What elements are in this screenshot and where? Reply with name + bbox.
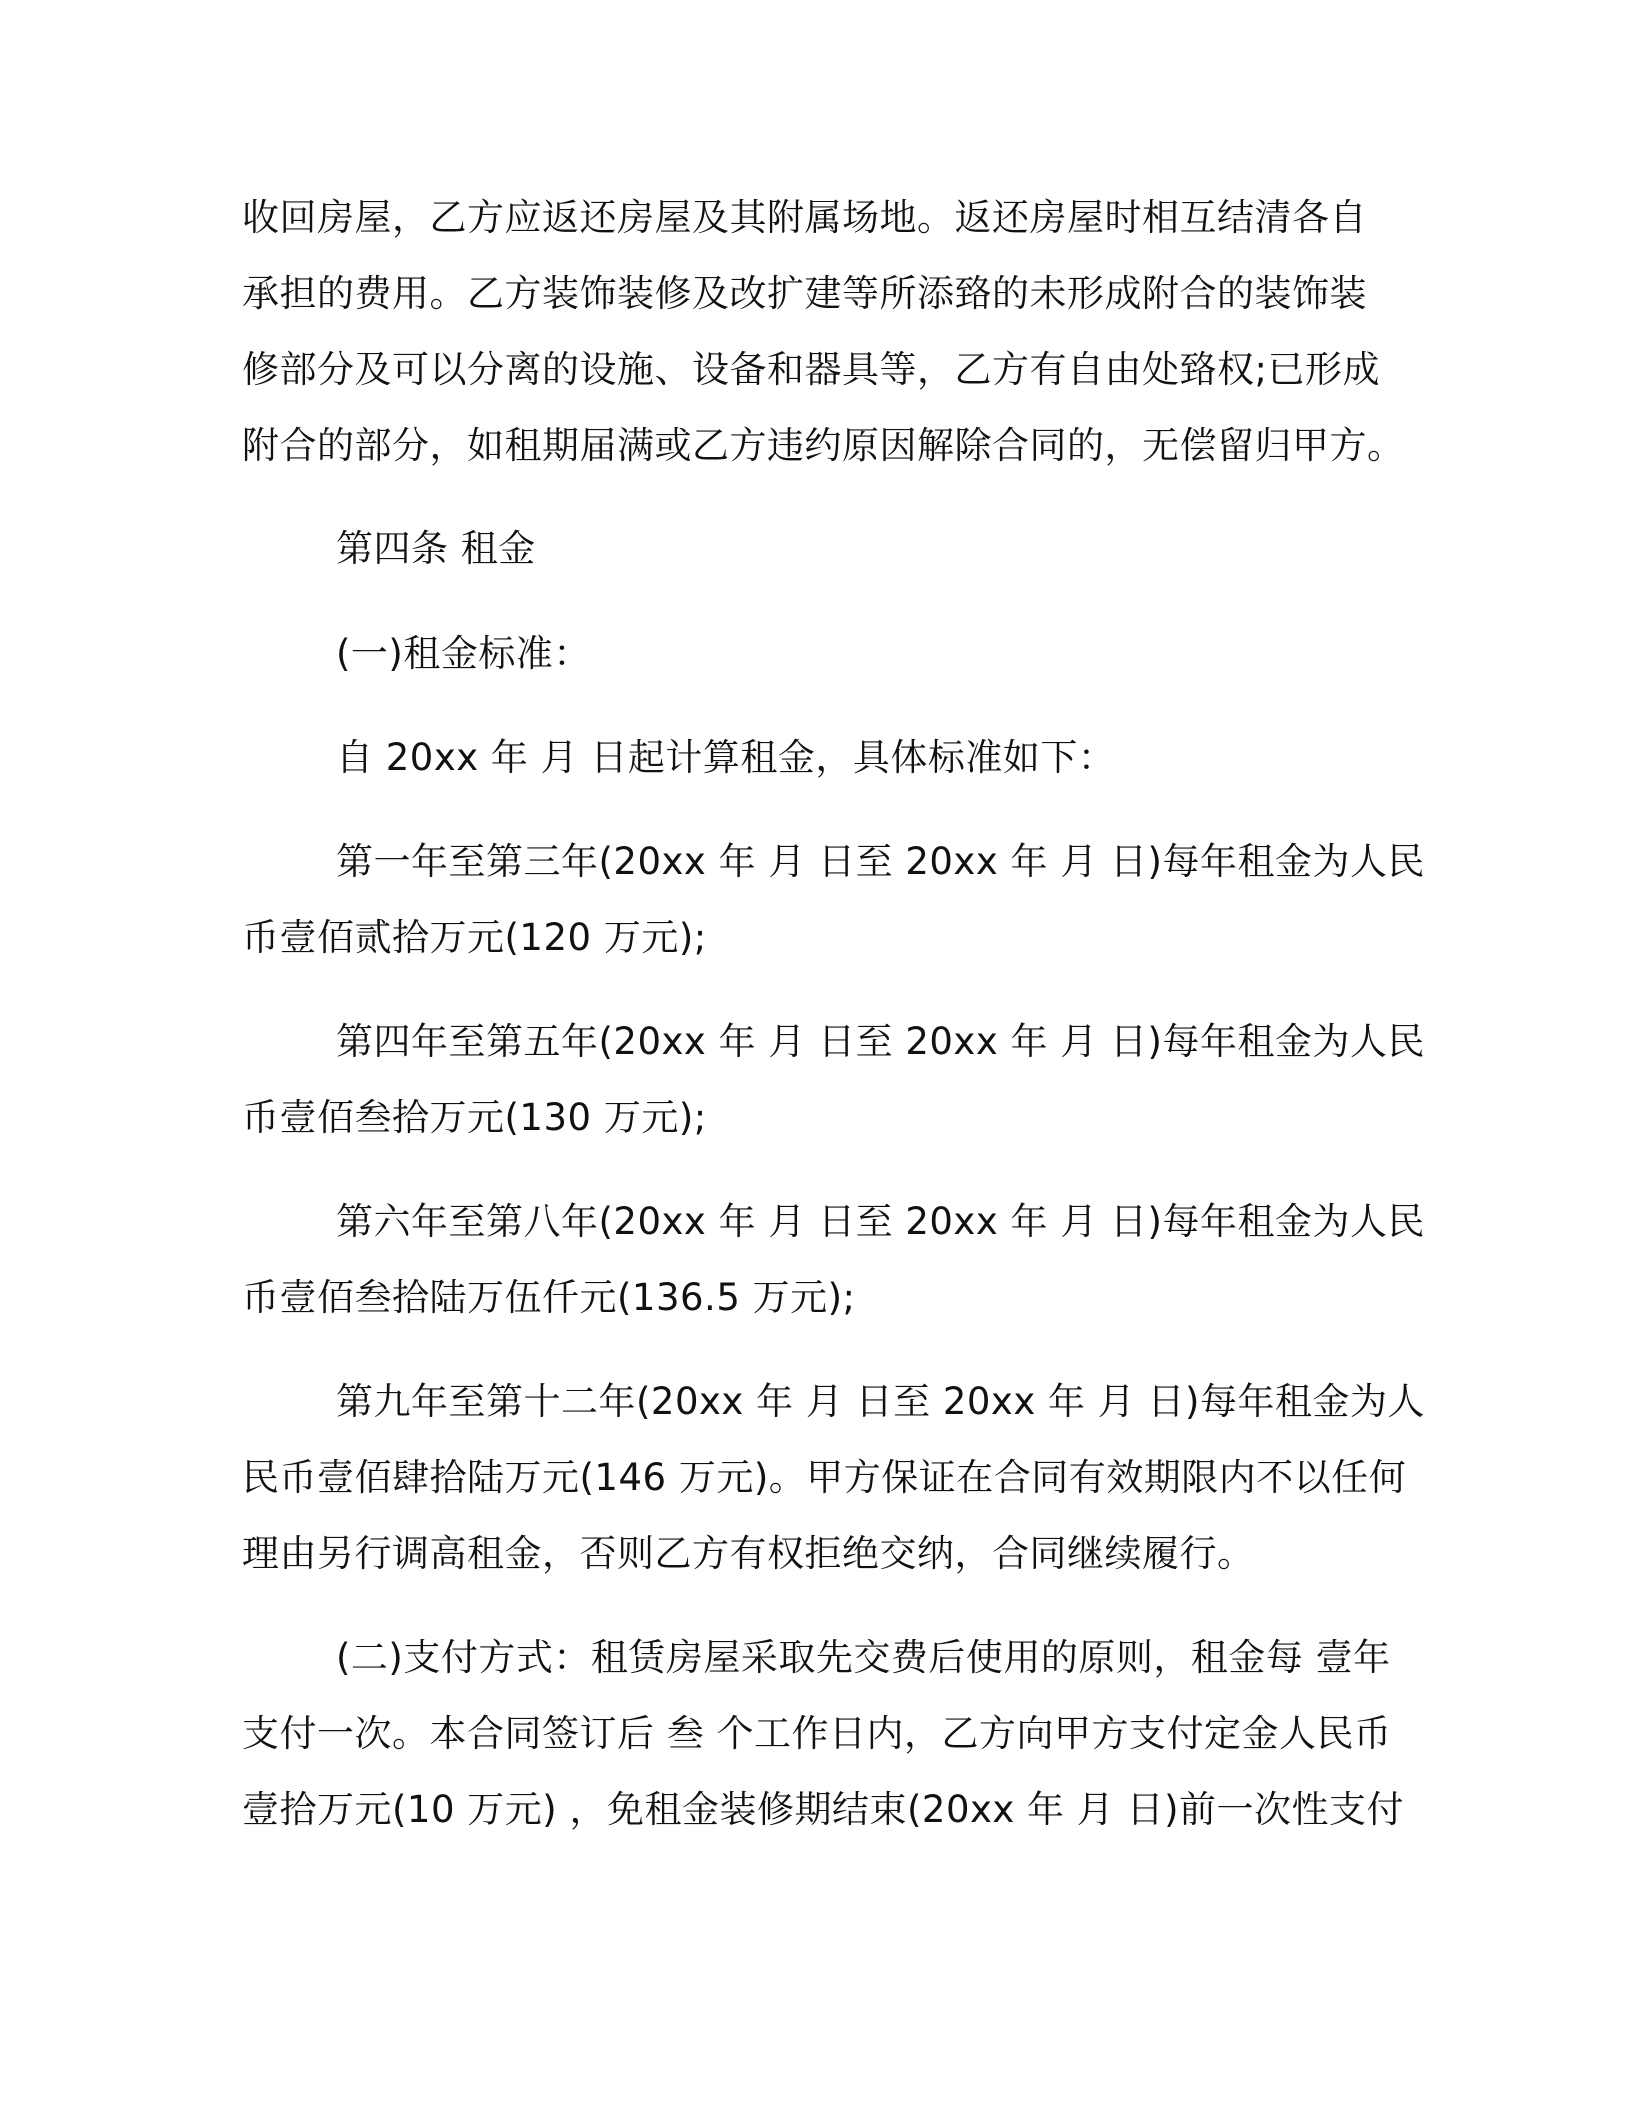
paragraph-line: 壹拾万元(10 万元) ，免租金装修期结束(20xx 年 月 日)前一次性支付 (242, 1788, 1404, 1831)
paragraph-line: 第四年至第五年(20xx 年 月 日至 20xx 年 月 日)每年租金为人民 (336, 1020, 1425, 1063)
section-heading: (一)租金标准： (336, 632, 591, 675)
paragraph-line: 附合的部分，如租期届满或乙方违约原因解除合同的，无偿留归甲方。 (242, 424, 1405, 467)
paragraph-line: (二)支付方式：租赁房屋采取先交费后使用的原则，租金每 壹年 (336, 1636, 1391, 1679)
paragraph-line: 第九年至第十二年(20xx 年 月 日至 20xx 年 月 日)每年租金为人 (336, 1380, 1425, 1423)
paragraph-line: 自 20xx 年 月 日起计算租金，具体标准如下： (336, 736, 1116, 779)
paragraph-line: 理由另行调高租金，否则乙方有权拒绝交纳，合同继续履行。 (242, 1532, 1255, 1575)
paragraph-line: 民币壹佰肆拾陆万元(146 万元)。甲方保证在合同有效期限内不以任何 (242, 1456, 1407, 1499)
paragraph-line: 第一年至第三年(20xx 年 月 日至 20xx 年 月 日)每年租金为人民 (336, 840, 1425, 883)
article-heading: 第四条 租金 (336, 527, 536, 570)
paragraph-line: 承担的费用。乙方装饰装修及改扩建等所添臵的未形成附合的装饰装 (242, 272, 1367, 315)
paragraph-line: 修部分及可以分离的设施、设备和器具等，乙方有自由处臵权;已形成 (242, 348, 1380, 391)
paragraph-line: 币壹佰贰拾万元(120 万元); (242, 916, 707, 959)
paragraph-line: 第六年至第八年(20xx 年 月 日至 20xx 年 月 日)每年租金为人民 (336, 1200, 1425, 1243)
paragraph-line: 收回房屋，乙方应返还房屋及其附属场地。返还房屋时相互结清各自 (242, 196, 1367, 239)
paragraph-line: 币壹佰叁拾万元(130 万元); (242, 1096, 707, 1139)
paragraph-line: 支付一次。本合同签订后 叁 个工作日内，乙方向甲方支付定金人民币 (242, 1712, 1392, 1755)
paragraph-line: 币壹佰叁拾陆万伍仟元(136.5 万元); (242, 1276, 856, 1319)
